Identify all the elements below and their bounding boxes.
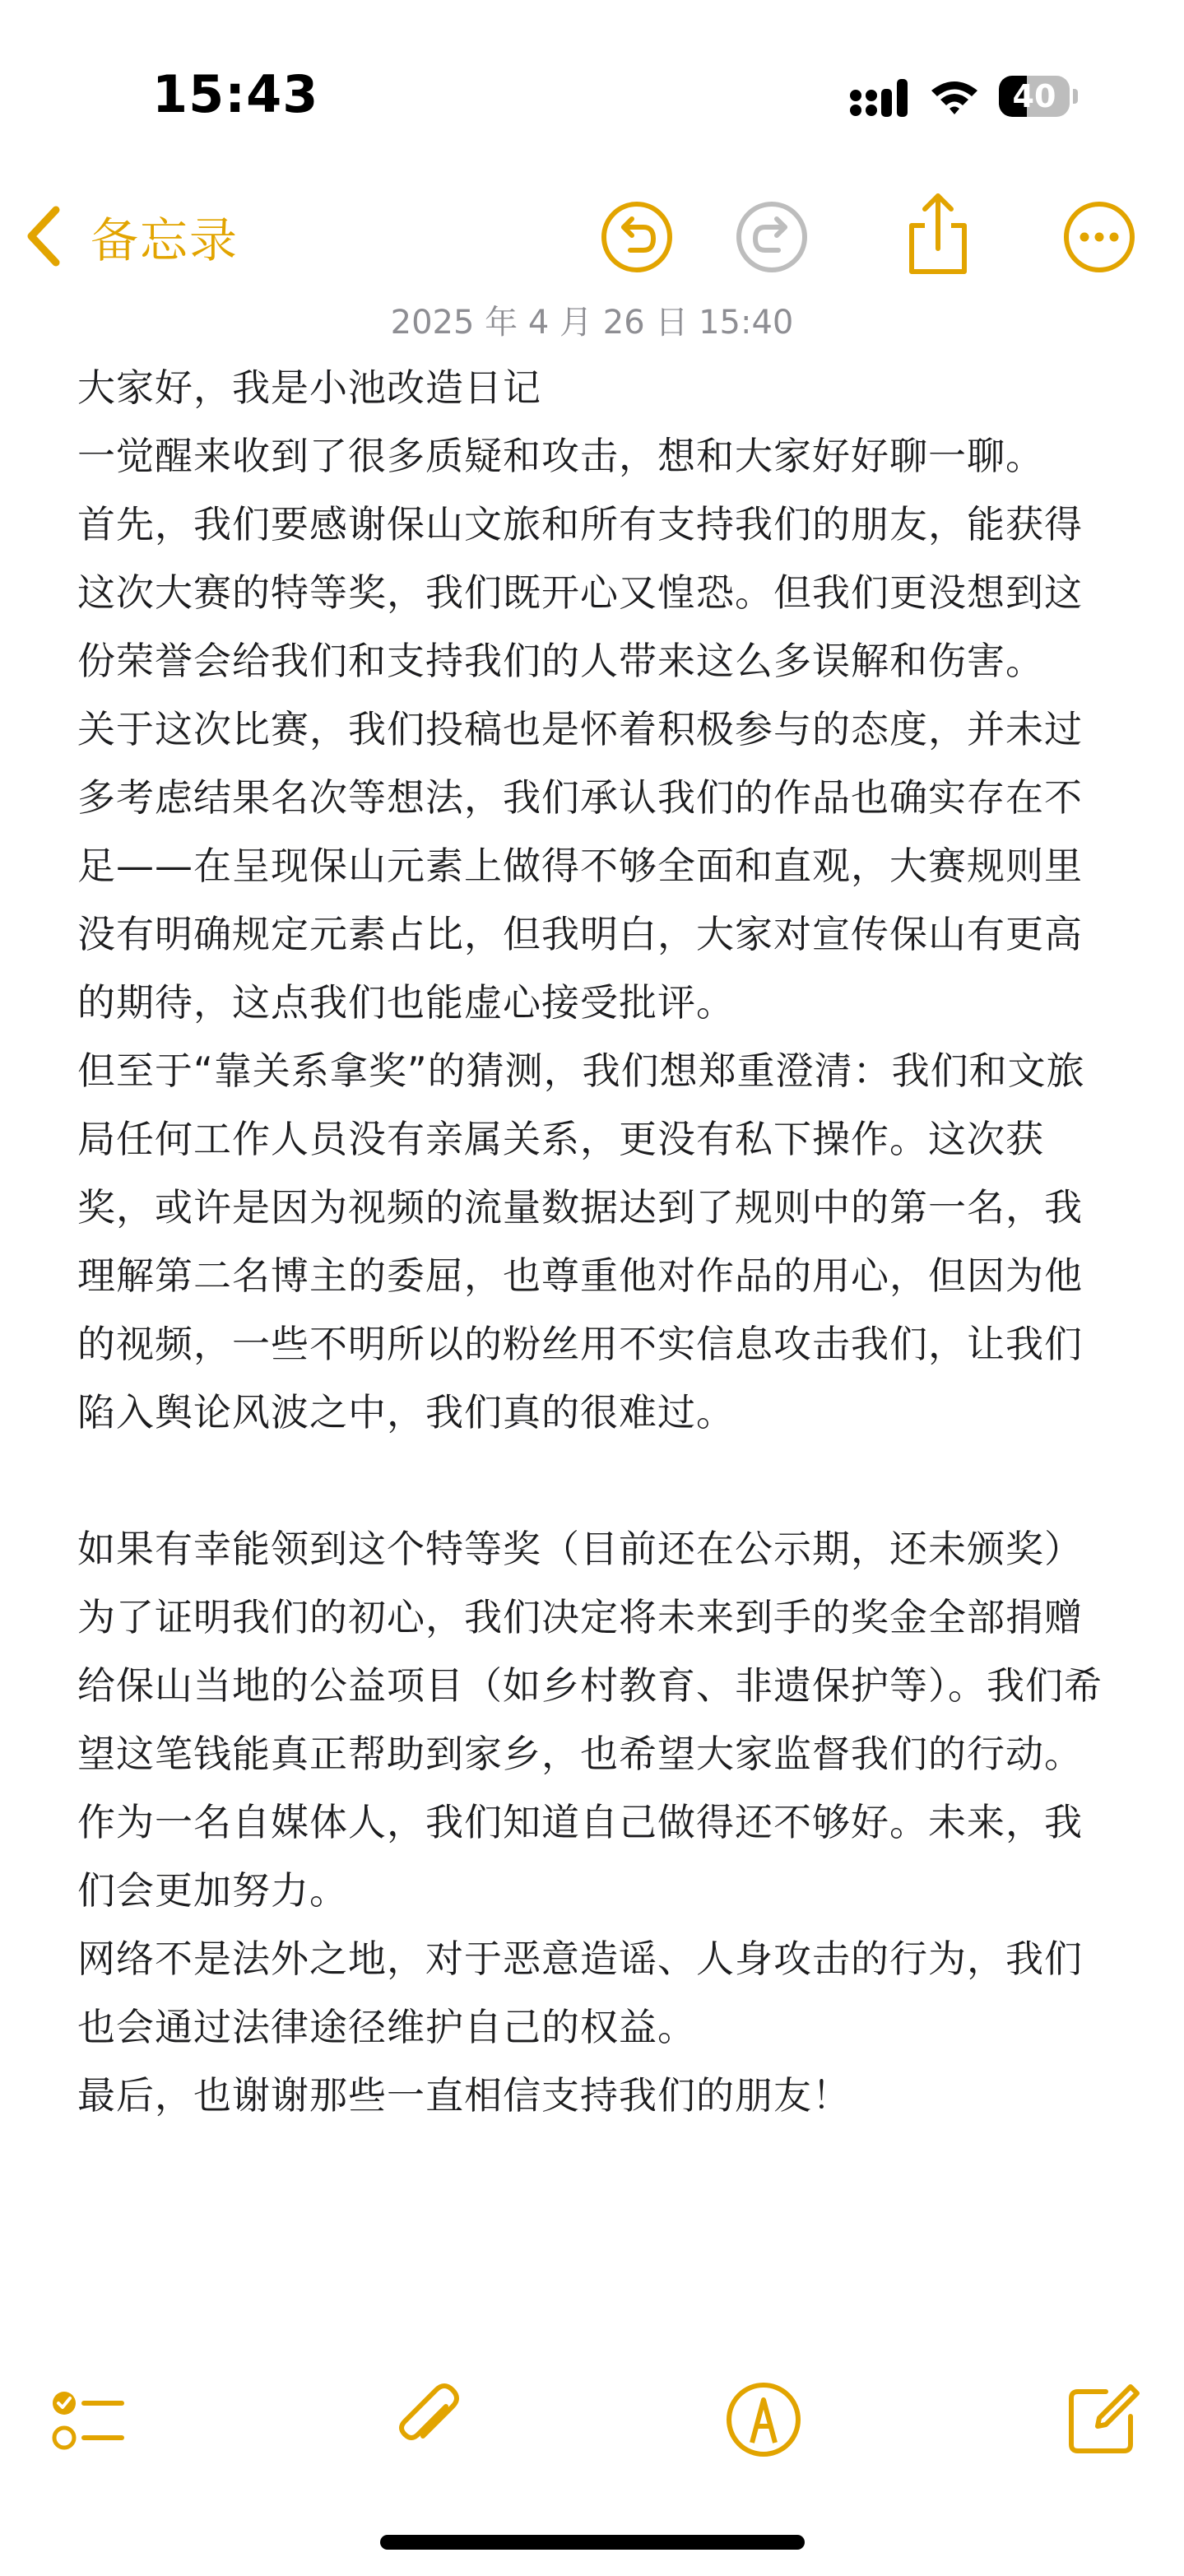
wifi-icon (928, 77, 981, 117)
note-paragraph: 大家好，我是小池改造日记 (77, 365, 541, 410)
chevron-left-icon (20, 203, 66, 269)
note-date: 2025 年 4 月 26 日 15:40 (390, 304, 794, 342)
note-paragraph: 如果有幸能领到这个特等奖（目前还在公示期，还未颁奖）为了证明我们的初心，我们决定将未来到手的奖金全部捐赠给保山当地的公益项目（如乡村教育、非遗保护等）。我们希望这笔钱能真正帮助到家乡，也希望大家监督我们的行动。 (77, 1527, 1103, 1776)
note-paragraph: 网络不是法外之地，对于恶意造谣、人身攻击的行为，我们也会通过法律途径维护自己的权益。 (77, 1937, 1083, 2049)
nav-bar (0, 181, 1184, 288)
note-body[interactable] (77, 354, 1114, 2130)
note-paragraph: 首先，我们要感谢保山文旅和所有支持我们的朋友，能获得这次大赛的特等奖，我们既开心又惶恐。但我们更没想到这份荣誉会给我们和支持我们的人带来这么多误解和伤害。 (77, 502, 1083, 683)
home-indicator[interactable] (380, 2535, 805, 2550)
bottom-toolbar (0, 2370, 1184, 2469)
cellular-signal-icon (849, 77, 908, 117)
status-time: 15:43 (152, 64, 319, 124)
back-label: 备忘录 (91, 212, 239, 268)
battery-level: 40 (1012, 78, 1056, 114)
share-icon[interactable] (900, 191, 976, 278)
attachment-icon[interactable] (387, 2378, 469, 2461)
note-paragraph: 一觉醒来收到了很多质疑和攻击，想和大家好好聊一聊。 (77, 434, 1044, 478)
undo-icon[interactable] (599, 199, 675, 275)
back-button[interactable] (20, 199, 239, 273)
note-blank-line (77, 1447, 1114, 1515)
note-paragraph: 但至于“靠关系拿奖”的猜测，我们想郑重澄清：我们和文旅局任何工作人员没有亲属关系，更没有私下操作。这次获奖，或许是因为视频的流量数据达到了规则中的第一名，我理解第二名博主的委屈，也尊重他对作品的用心，但因为他的视频，一些不明所以的粉丝用不实信息攻击我们，让我们陷入舆论风波之中，我们真的很难过。 (77, 1049, 1085, 1434)
note-paragraph: 最后，也谢谢那些一直相信支持我们的朋友！ (77, 2073, 851, 2118)
battery-icon (999, 76, 1078, 117)
checklist-icon[interactable] (46, 2378, 128, 2461)
compose-icon[interactable] (1061, 2378, 1144, 2461)
markup-icon[interactable] (722, 2378, 805, 2461)
status-bar (0, 0, 1184, 165)
note-paragraph: 关于这次比赛，我们投稿也是怀着积极参与的态度，并未过多考虑结果名次等想法，我们承认我们的作品也确实存在不足——在呈现保山元素上做得不够全面和直观，大赛规则里没有明确规定元素占比，但我明白，大家对宣传保山有更高的期待，这点我们也能虚心接受批评。 (77, 707, 1083, 1025)
redo-icon[interactable] (734, 199, 810, 275)
note-paragraph: 作为一名自媒体人，我们知道自己做得还不够好。未来，我们会更加努力。 (77, 1800, 1083, 1913)
more-icon[interactable] (1061, 199, 1137, 275)
